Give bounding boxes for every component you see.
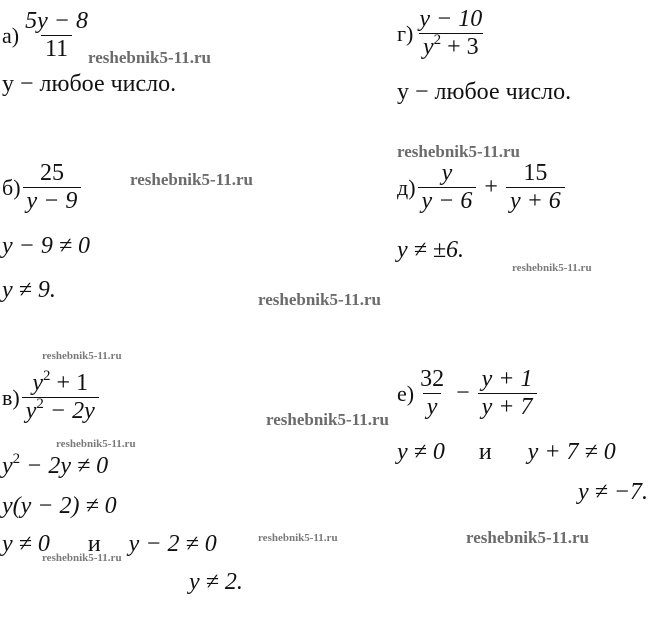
problem-e-step-1: y ≠ 0 и y + 7 ≠ 0 <box>397 439 616 465</box>
problem-e-operator: − <box>456 380 470 406</box>
problem-b-numerator: 25 <box>39 160 64 186</box>
problem-a-expression <box>2 8 92 63</box>
problem-e-numerator-1: 32 <box>420 366 445 392</box>
problem-e-denominator-1: y <box>423 393 442 421</box>
problem-b-label: б) <box>2 174 21 200</box>
problem-e-step-2: y ≠ −7. <box>578 479 649 505</box>
problem-b-fraction <box>23 160 82 215</box>
problem-v-step-3: y ≠ 0 и y − 2 ≠ 0 <box>2 531 217 557</box>
problem-g-label: г) <box>397 20 414 46</box>
problem-e-denominator-2: y + 7 <box>478 393 537 421</box>
problem-e-fraction-2 <box>478 366 537 421</box>
problem-v-step-1: $y^2 - 2y \ne 0$ <box>2 451 109 479</box>
watermark: reshebnik5-11.ru <box>466 528 589 547</box>
problem-a-result: y − любое число. <box>2 71 177 97</box>
problem-d-numerator-1: y <box>441 160 453 186</box>
problem-v-fraction <box>22 370 99 425</box>
problem-a-numerator: 5y − 8 <box>25 8 88 34</box>
problem-a-denominator: 11 <box>41 35 72 63</box>
problem-g-result: y − любое число. <box>397 79 572 105</box>
watermark: reshebnik5-11.ru <box>258 290 381 309</box>
problem-d-numerator-2: 15 <box>523 160 548 186</box>
problem-g-expression <box>397 6 486 61</box>
watermark: reshebnik5-11.ru <box>88 48 211 67</box>
problem-g-numerator: y − 10 <box>419 6 483 32</box>
watermark: reshebnik5-11.ru <box>397 142 520 161</box>
watermark: reshebnik5-11.ru <box>56 438 136 450</box>
watermark: reshebnik5-11.ru <box>42 552 122 564</box>
problem-d-fraction-2 <box>506 160 565 215</box>
problem-e-fraction-1 <box>416 366 448 421</box>
problem-d-label: д) <box>397 174 416 200</box>
problem-b-denominator: y − 9 <box>23 187 82 215</box>
problem-v-expression <box>2 370 99 425</box>
watermark: reshebnik5-11.ru <box>512 262 592 274</box>
problem-d-fraction-1 <box>418 160 477 215</box>
problem-d-denominator-2: y + 6 <box>506 187 565 215</box>
problem-d-operator: + <box>484 174 498 200</box>
problem-v-denominator: $y^2 - 2y$ <box>22 397 99 425</box>
problem-b-expression <box>2 160 81 215</box>
problem-a-label: а) <box>2 22 20 48</box>
problem-e-label: е) <box>397 380 415 406</box>
watermark: reshebnik5-11.ru <box>42 350 122 362</box>
problem-a-fraction <box>21 8 92 63</box>
problem-v-numerator: $y^2 + 1$ <box>32 368 89 396</box>
watermark: reshebnik5-11.ru <box>266 410 389 429</box>
problem-g-fraction <box>415 6 486 61</box>
problem-d-result: y ≠ ±6. <box>397 237 464 263</box>
watermark: reshebnik5-11.ru <box>258 532 338 544</box>
problem-v-step-4: y ≠ 2. <box>189 569 243 595</box>
problem-d-expression <box>397 160 565 215</box>
problem-e-numerator-2: y + 1 <box>481 366 533 392</box>
problem-b-step-1: y − 9 ≠ 0 <box>2 233 91 259</box>
problem-v-label: в) <box>2 384 20 410</box>
problem-v-step-2: y(y − 2) ≠ 0 <box>2 493 117 519</box>
problem-e-expression <box>397 366 537 421</box>
watermark: reshebnik5-11.ru <box>130 170 253 189</box>
problem-g-denominator: $y^2 + 3$ <box>419 33 483 61</box>
problem-d-denominator-1: y − 6 <box>418 187 477 215</box>
problem-b-step-2: y ≠ 9. <box>2 277 56 303</box>
